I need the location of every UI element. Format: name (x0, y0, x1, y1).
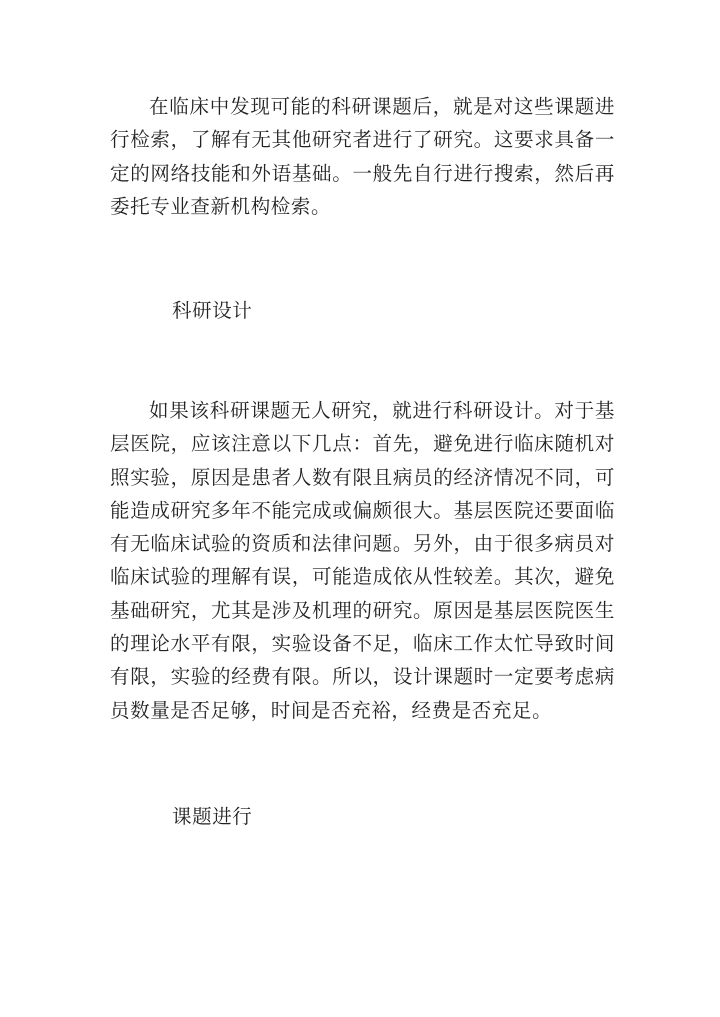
section-heading-research-design: 科研设计 (172, 299, 253, 322)
body-paragraph-literature-search: 在临床中发现可能的科研课题后，就是对这些课题进行检索，了解有无其他研究者进行了研究。这要求具备一定的网络技能和外语基础。一般先自行进行搜索，然后再委托专业查新机构检索。 (110, 95, 615, 218)
section-heading-project-execution: 课题进行 (172, 805, 253, 828)
body-paragraph-research-design: 如果该科研课题无人研究，就进行科研设计。对于基层医院，应该注意以下几点：首先，避免进行临床随机对照实验，原因是患者人数有限且病员的经济情况不同，可能造成研究多年不能完成或偏颇很大。基层医院还要面临有无临床试验的资质和法律问题。另外，由于很多病员对临床试验的理解有误，可能造成依从性较差。其次，避免基础研究，尤其是涉及机理的研究。原因是基层医院医生的理论水平有限，实验设备不足，临床工作太忙导致时间有限，实验的经费有限。所以，设计课题时一定要考虑病员数量是否足够，时间是否充裕，经费是否充足。 (110, 399, 615, 722)
